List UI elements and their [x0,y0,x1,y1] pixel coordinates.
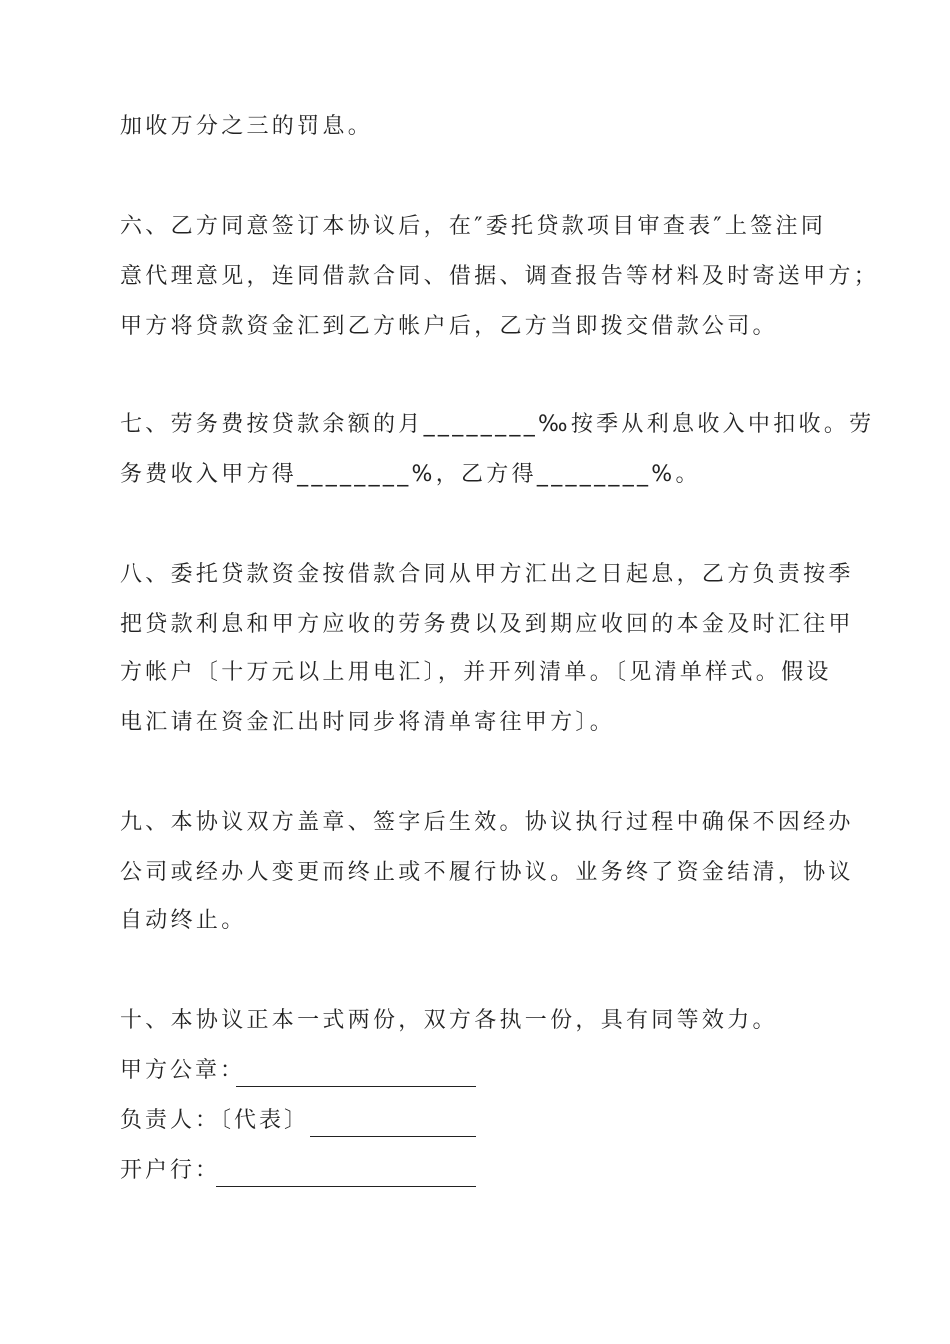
seal-row [120,1056,480,1086]
bank-blank-line[interactable] [216,1156,476,1187]
paragraph-9-line-1: 九、本协议双方盖章、签字后生效。协议执行过程中确保不因经办 [120,810,854,835]
person-row [120,1106,480,1136]
paragraph-7-line-1: 七、劳务费按贷款余额的月________‰按季从利息收入中扣收。劳 [120,412,875,437]
bank-row [120,1156,480,1186]
paragraph-5-line-1: 加收万分之三的罚息。 [120,114,374,139]
paragraph-6-line-1: 六、乙方同意签订本协议后，在″委托贷款项目审查表″上签注同 [120,214,827,239]
paragraph-8-line-2: 把贷款利息和甲方应收的劳务费以及到期应收回的本金及时汇往甲 [120,612,854,637]
paragraph-6-line-2: 意代理意见，连同借款合同、借据、调查报告等材料及时寄送甲方； [120,264,880,289]
paragraph-9-line-2: 公司或经办人变更而终止或不履行协议。业务终了资金结清，协议 [120,860,854,885]
seal-label: 甲方公章： [120,1058,246,1083]
person-label: 负责人：〔代表〕 [120,1108,310,1133]
seal-blank-line[interactable] [236,1056,476,1087]
paragraph-9-line-3: 自动终止。 [120,908,247,933]
paragraph-7-line-2: 务费收入甲方得________%，乙方得________%。 [120,462,701,487]
paragraph-6-line-3: 甲方将贷款资金汇到乙方帐户后，乙方当即拨交借款公司。 [120,314,778,339]
paragraph-8-line-1: 八、委托贷款资金按借款合同从甲方汇出之日起息，乙方负责按季 [120,562,854,587]
bank-label: 开户行： [120,1158,221,1183]
paragraph-10-line-1: 十、本协议正本一式两份，双方各执一份，具有同等效力。 [120,1008,778,1033]
person-blank-line[interactable] [310,1106,476,1137]
paragraph-8-line-3: 方帐户〔十万元以上用电汇〕，并开列清单。〔见清单样式。假设 [120,660,832,685]
paragraph-8-line-4: 电汇请在资金汇出时同步将清单寄往甲方〕。 [120,710,616,735]
